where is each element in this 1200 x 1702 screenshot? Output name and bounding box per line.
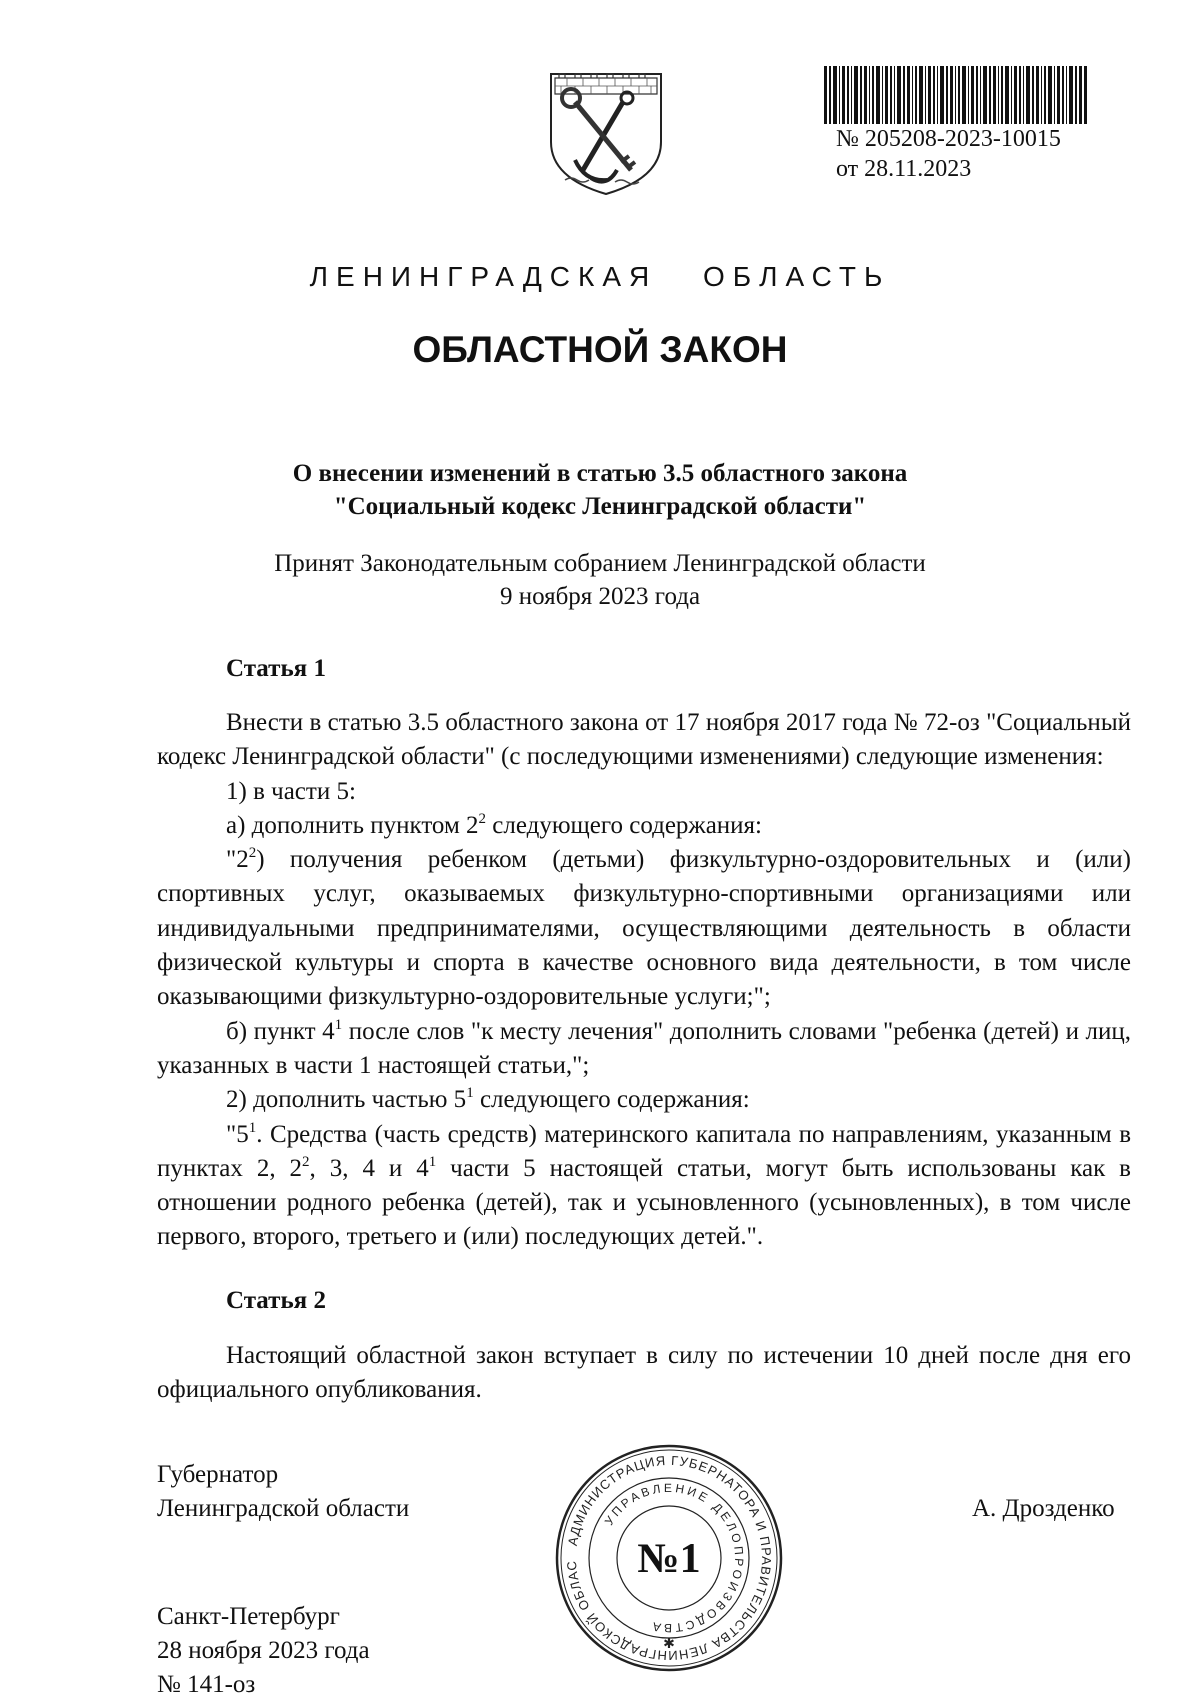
signing-date: 28 ноября 2023 года [157, 1637, 370, 1664]
adoption-info [0, 547, 1200, 613]
svg-text:УПРАВЛЕНИЕ ДЕЛОПРОИЗВОДСТВА: УПРАВЛЕНИЕ ДЕЛОПРОИЗВОДСТВА [601, 1480, 747, 1636]
svg-text:✱: ✱ [663, 1637, 675, 1652]
article-1-heading: Статья 1 [226, 655, 326, 682]
coat-of-arms-icon [545, 70, 667, 198]
article-1-quote-1: "$2^2$) получения ребенком (детьми) физкультурно-оздоровительных и (или) спортивных услуг, оказываемых физкультурно-спортивными организациями или индивидуальными предпринимателями, осуществляющими деятельность в области физической культуры и спорта в качестве основного вида деятельности, в том числе оказывающими физкультурно-оздоровительные услуги;"; [157, 845, 1131, 1011]
adoption-date: 9 ноября 2023 года [499, 583, 701, 610]
law-title-line-1: О внесении изменений в статью 3.5 областного закона [292, 460, 908, 487]
svg-text:АДМИНИСТРАЦИЯ ГУБЕРНАТОРА И ПР: АДМИНИСТРАЦИЯ ГУБЕРНАТОРА И ПРАВИТЕЛЬСТВА ЛЕНИНГРАДСКОЙ ОБЛАС [563, 1452, 775, 1664]
signatory-name: А. Дрозденко [972, 1495, 1115, 1522]
signing-city: Санкт-Петербург [157, 1603, 340, 1630]
article-1-item-1: 1) в части 5: [226, 777, 356, 805]
signing-details [157, 1600, 370, 1702]
adoption-body: Принят Законодательным собранием Ленинградской области [274, 550, 926, 577]
registration-block [836, 124, 1061, 184]
official-stamp [554, 1443, 784, 1673]
law-number: № 141-оз [157, 1671, 256, 1698]
coat-of-arms-emblem [545, 70, 667, 198]
signatory-position-line-2: Ленинградской области [157, 1495, 410, 1522]
article-2-text: Настоящий областной закон вступает в силу по истечении 10 дней после дня его официального опубликования. [157, 1342, 1131, 1404]
signatory-position [157, 1458, 409, 1526]
official-round-stamp-icon [554, 1443, 784, 1673]
article-1-quote-2: "$5^1$. Средства (часть средств) материнского капитала по направлениям, указанным в пунктах 2, $2^2$, 3, 4 и $4^1$ части 5 настоящей статьи, могут быть использованы как в отношении родного ребенка (детей), так и усыновленного (усыновленных), в том числе первого, второго, третьего и (или) последующих детей.". [157, 1119, 1131, 1251]
law-title [0, 457, 1200, 523]
article-1-intro: Внести в статью 3.5 областного закона от 17 ноября 2017 года № 72-оз "Социальный кодекс Ленинградской области" (с последующими изменениями) следующие изменения: [157, 709, 1131, 771]
article-1-item-2: 2) дополнить частью $5^1$ следующего содержания: [226, 1085, 750, 1114]
stamp-center-number: №1 [637, 1536, 701, 1582]
signatory-position-line-1: Губернатор [157, 1461, 279, 1488]
law-type: ОБЛАСТНОЙ ЗАКОН [412, 329, 788, 370]
barcode [824, 66, 1087, 124]
article-2-heading: Статья 2 [226, 1287, 326, 1314]
registration-date: от 28.11.2023 [836, 156, 972, 182]
article-1-item-b: б) пункт $4^1$ после слов "к месту лечения" дополнить словами "ребенка (детей) и лиц, указанных в части 1 настоящей статьи,"; [157, 1016, 1131, 1079]
article-1-body [157, 706, 1131, 1255]
article-1-item-a: а) дополнить пунктом $2^2$ следующего содержания: [226, 810, 762, 839]
barcode-icon [824, 66, 1087, 124]
law-title-line-2: "Социальный кодекс Ленинградской области" [333, 493, 867, 520]
region-name: ЛЕНИНГРАДСКАЯ ОБЛАСТЬ [309, 261, 891, 292]
article-2-body [157, 1339, 1131, 1408]
registration-number: № 205208-2023-10015 [836, 126, 1061, 152]
